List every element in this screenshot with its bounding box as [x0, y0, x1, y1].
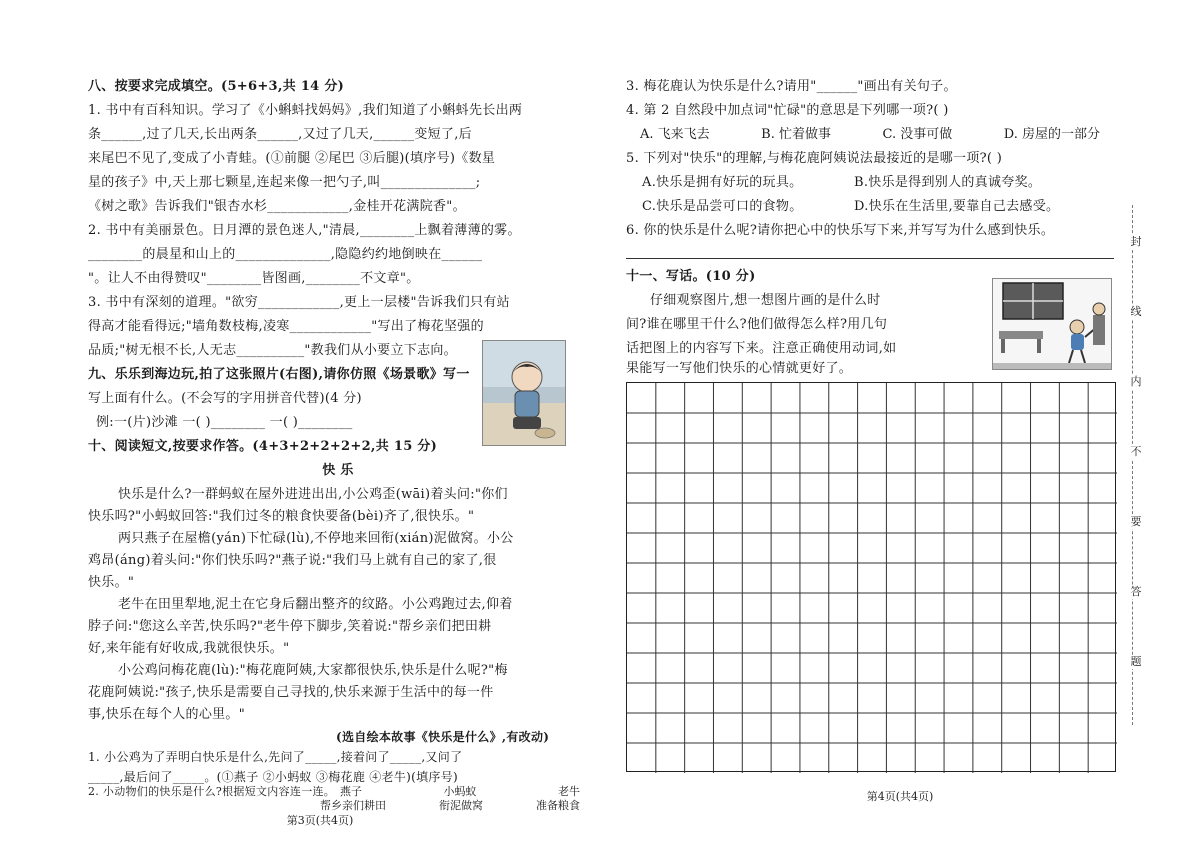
s11-line-2: 间?谁在哪里干什么?他们做得怎么样?用几句 — [626, 317, 888, 332]
sidebar-char-2: 线 — [1126, 305, 1146, 319]
s8-q1-line-2: 条______,过了几天,长出两条______,又过了几天,______变短了,后 — [88, 127, 472, 142]
passage-line-3: 两只燕子在屋檐(yán)下忙碌(lù),不停地来回衔(xián)泥做窝。小公 — [118, 531, 514, 546]
right-q6: 6. 你的快乐是什么呢?请你把心中的快乐写下来,并写写为什么感到快乐。 — [626, 223, 1055, 238]
beach-boy-photo — [482, 340, 566, 446]
section-9-example: 例:一(片)沙滩 一( )________ 一( )________ — [96, 415, 353, 430]
s8-q2-line-2: ________的晨星和山上的______________,隐隐约约地倒映在______ — [88, 247, 483, 262]
seal-dashed-line — [1132, 205, 1133, 725]
passage-line-2: 快乐吗?"小蚂蚁回答:"我们过冬的粮食快要备(bèi)齐了,很快乐。" — [88, 509, 475, 524]
animal-swallow: 燕子 — [340, 785, 362, 798]
q5-option-a: A.快乐是拥有好玩的玩具。 — [642, 175, 803, 190]
q4-option-c: C. 没事可做 — [882, 127, 953, 142]
passage-line-5: 快乐。" — [88, 575, 135, 590]
s11-line-4: 果能写一写他们快乐的心情就更好了。 — [626, 361, 853, 376]
q4-option-d: D. 房屋的一部分 — [1003, 127, 1100, 142]
writing-grid[interactable] — [626, 382, 1116, 772]
s10-q1-line-1: 1. 小公鸡为了弄明白快乐是什么,先问了_____,接着问了_____,又问了 — [88, 750, 463, 764]
passage-title: 快 乐 — [322, 463, 354, 478]
classroom-cleaning-picture — [992, 278, 1112, 370]
passage-source: (选自绘本故事《快乐是什么》,有改动) — [336, 730, 550, 744]
sidebar-char-6: 答 — [1126, 585, 1146, 599]
sidebar-char-7: 题 — [1126, 655, 1146, 669]
right-q3: 3. 梅花鹿认为快乐是什么?请用"______"画出有关句子。 — [626, 79, 957, 94]
s10-q1-line-2: _____,最后问了_____。(①燕子 ②小蚂蚁 ③梅花鹿 ④老牛)(填序号) — [88, 770, 458, 784]
sidebar-char-3: 内 — [1126, 375, 1146, 389]
section-9-line-2: 写上面有什么。(不会写的字用拼音代替)(4 分) — [88, 391, 362, 406]
q5-option-c: C.快乐是品尝可口的食物。 — [642, 199, 803, 214]
passage-line-8: 好,来年能有好收成,我就很快乐。" — [88, 641, 290, 656]
passage-line-1: 快乐是什么?一群蚂蚁在屋外进进出出,小公鸡歪(wāi)着头问:"你们 — [118, 487, 508, 502]
passage-line-4: 鸡昂(áng)着头问:"你们快乐吗?"燕子说:"我们马上就有自己的家了,很 — [88, 553, 497, 568]
s8-q1-line-5: 《树之歌》告诉我们"银杏水杉____________,金桂开花满院香"。 — [88, 199, 466, 214]
seal-line-sidebar — [1126, 205, 1146, 725]
s8-q2-line-3: "。让人不由得赞叹"________皆图画,________不文章"。 — [88, 271, 420, 286]
page-4-footer: 第4页(共4页) — [866, 790, 934, 803]
activity-food: 准备粮食 — [536, 799, 580, 812]
s8-q1-line-3: 来尾巴不见了,变成了小青蛙。(①前腿 ②尾巴 ③后腿)(填序号)《数星 — [88, 151, 496, 166]
q6-answer-line[interactable] — [626, 258, 1114, 259]
section-10-title: 十、阅读短文,按要求作答。(4+3+2+2+2+2,共 15 分) — [88, 439, 438, 454]
q5-option-d: D.快乐在生活里,要靠自己去感受。 — [854, 199, 1060, 214]
right-q4: 4. 第 2 自然段中加点词"忙碌"的意思是下列哪一项?( ) — [626, 103, 949, 118]
s8-q1-line-1: 1. 书中有百科知识。学习了《小蝌蚪找妈妈》,我们知道了小蝌蚪先长出两 — [88, 103, 523, 118]
sidebar-char-5: 要 — [1126, 515, 1146, 529]
s11-line-3: 话把图上的内容写下来。注意正确使用动词,如 — [626, 341, 897, 356]
s8-q2-line-1: 2. 书中有美丽景色。日月潭的景色迷人,"清晨,________上飘着薄薄的雾。 — [88, 223, 521, 238]
passage-line-9: 小公鸡问梅花鹿(lù):"梅花鹿阿姨,大家都很快乐,快乐是什么呢?"梅 — [118, 663, 508, 678]
right-q5: 5. 下列对"快乐"的理解,与梅花鹿阿姨说法最接近的是哪一项?( ) — [626, 151, 1003, 166]
s10-q2: 2. 小动物们的快乐是什么?根据短文内容连一连。 — [88, 785, 336, 798]
q5-option-b: B.快乐是得到别人的真诚夸奖。 — [854, 175, 1042, 190]
q4-option-b: B. 忙着做事 — [761, 127, 831, 142]
passage-line-6: 老牛在田里犁地,泥土在它身后翻出整齐的纹路。小公鸡跑过去,仰着 — [118, 597, 513, 612]
passage-line-11: 事,快乐在每个人的心里。" — [88, 707, 246, 722]
passage-line-10: 花鹿阿姨说:"孩子,快乐是需要自己寻找的,快乐来源于生活中的每一件 — [88, 685, 494, 700]
q4-options — [640, 123, 1100, 147]
sidebar-char-1: 封 — [1126, 235, 1146, 249]
activity-nest: 衔泥做窝 — [439, 799, 483, 812]
s8-q3-line-2: 得高才能看得远;"墙角数枝梅,凌寒____________"写出了梅花坚强的 — [88, 319, 484, 334]
s8-q3-line-3: 品质;"树无根不长,人无志__________"教我们从小要立下志向。 — [88, 343, 457, 358]
s11-line-1: 仔细观察图片,想一想图片画的是什么时 — [650, 293, 881, 308]
q4-option-a: A. 飞来飞去 — [640, 127, 710, 142]
animal-ox: 老牛 — [558, 785, 580, 798]
activities-row — [320, 799, 580, 813]
animals-row — [340, 785, 580, 799]
page-3-footer: 第3页(共4页) — [286, 814, 354, 827]
section-8-title: 八、按要求完成填空。(5+6+3,共 14 分) — [88, 79, 345, 94]
section-9-line-1: 九、乐乐到海边玩,拍了这张照片(右图),请你仿照《场景歌》写一 — [88, 367, 470, 382]
s8-q3-line-1: 3. 书中有深刻的道理。"欲穷____________,更上一层楼"告诉我们只有站 — [88, 295, 510, 310]
s8-q1-line-4: 星的孩子》中,天上那七颗星,连起来像一把勺子,叫______________; — [88, 175, 481, 190]
passage-line-7: 脖子问:"您这么辛苦,快乐吗?"老牛停下脚步,笑着说:"帮乡亲们把田耕 — [88, 619, 492, 634]
animal-ant: 小蚂蚁 — [443, 785, 477, 798]
section-11-title: 十一、写话。(10 分) — [626, 269, 756, 284]
sidebar-char-4: 不 — [1126, 445, 1146, 459]
activity-plough: 帮乡亲们耕田 — [320, 799, 386, 812]
